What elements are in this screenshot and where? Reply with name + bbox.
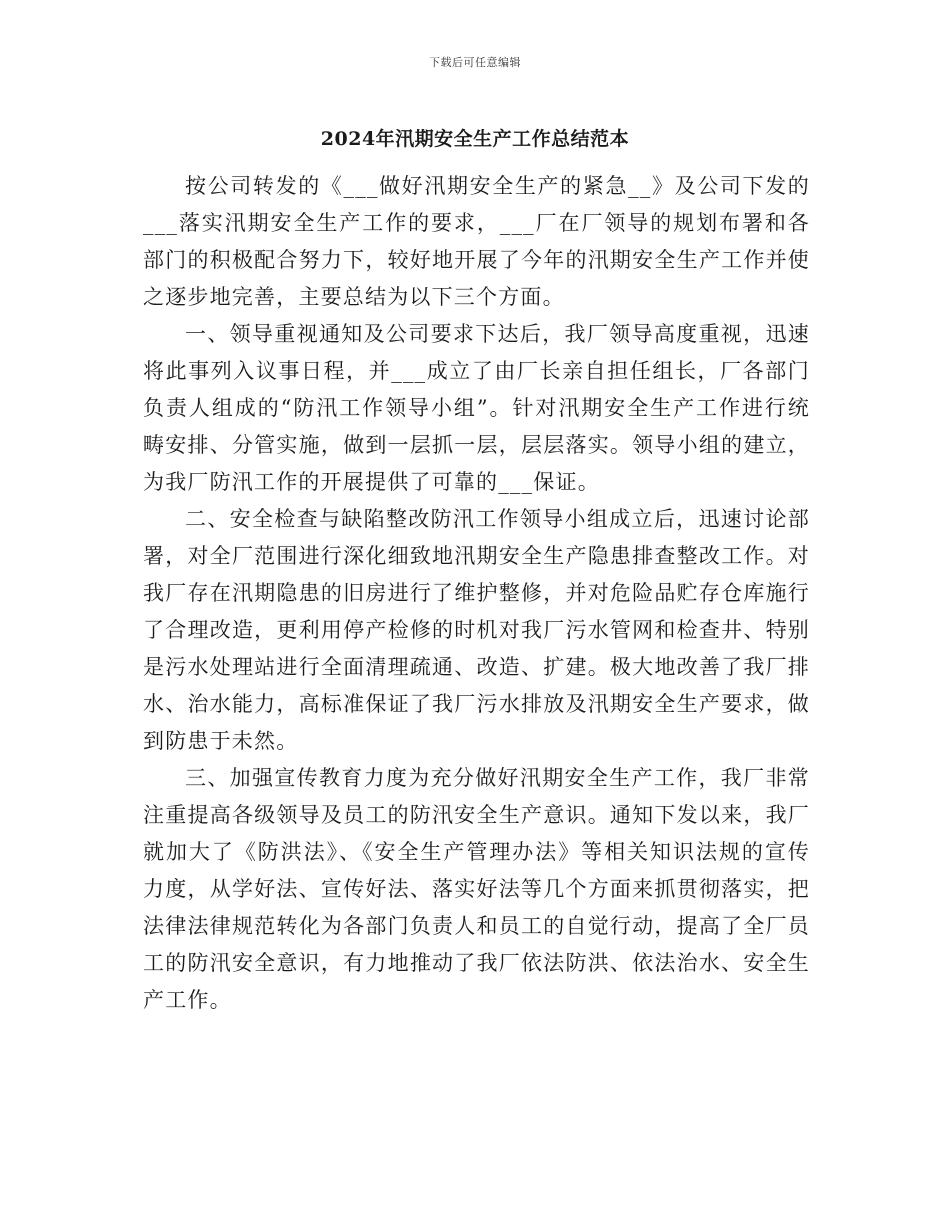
- paragraph-leadership: 一、领导重视通知及公司要求下达后，我厂领导高度重视，迅速将此事列入议事日程，并___成立了由厂长亲自担任组长，厂各部门负责人组成的“防汛工作领导小组”。针对汛期安全生产工作进行统畴安排、分管实施，做到一层抓一层，层层落实。领导小组的建立，为我厂防汛工作的开展提供了可靠的___保证。: [143, 322, 810, 494]
- paragraph-education: 三、加强宣传教育力度为充分做好汛期安全生产工作，我厂非常注重提高各级领导及员工的防汛安全生产意识。通知下发以来，我厂就加大了《防洪法》、《安全生产管理办法》等相关知识法规的宣传力度，从学好法、宣传好法、落实好法等几个方面来抓贯彻落实，把法律法律规范转化为各部门负责人和员工的自觉行动，提高了全厂员工的防汛安全意识，有力地推动了我厂依法防洪、依法治水、安全生产工作。: [143, 766, 810, 1012]
- document-title: 2024年汛期安全生产工作总结范本: [320, 128, 630, 150]
- document-body: [143, 168, 810, 1019]
- header-note: 下载后可任意编辑: [429, 56, 521, 69]
- paragraph-inspection: 二、安全检查与缺陷整改防汛工作领导小组成立后，迅速讨论部署，对全厂范围进行深化细致地汛期安全生产隐患排查整改工作。对我厂存在汛期隐患的旧房进行了维护整修，并对危险品贮存仓库施行了合理改造，更利用停产检修的时机对我厂污水管网和检查井、特别是污水处理站进行全面清理疏通、改造、扩建。极大地改善了我厂排水、治水能力，高标准保证了我厂污水排放及汛期安全生产要求，做到防患于未然。: [143, 507, 810, 753]
- paragraph-intro: 按公司转发的《___做好汛期安全生产的紧急__》及公司下发的___落实汛期安全生产工作的要求，___厂在厂领导的规划布署和各部门的积极配合努力下，较好地开展了今年的汛期安全生产工作并使之逐步地完善，主要总结为以下三个方面。: [143, 174, 810, 309]
